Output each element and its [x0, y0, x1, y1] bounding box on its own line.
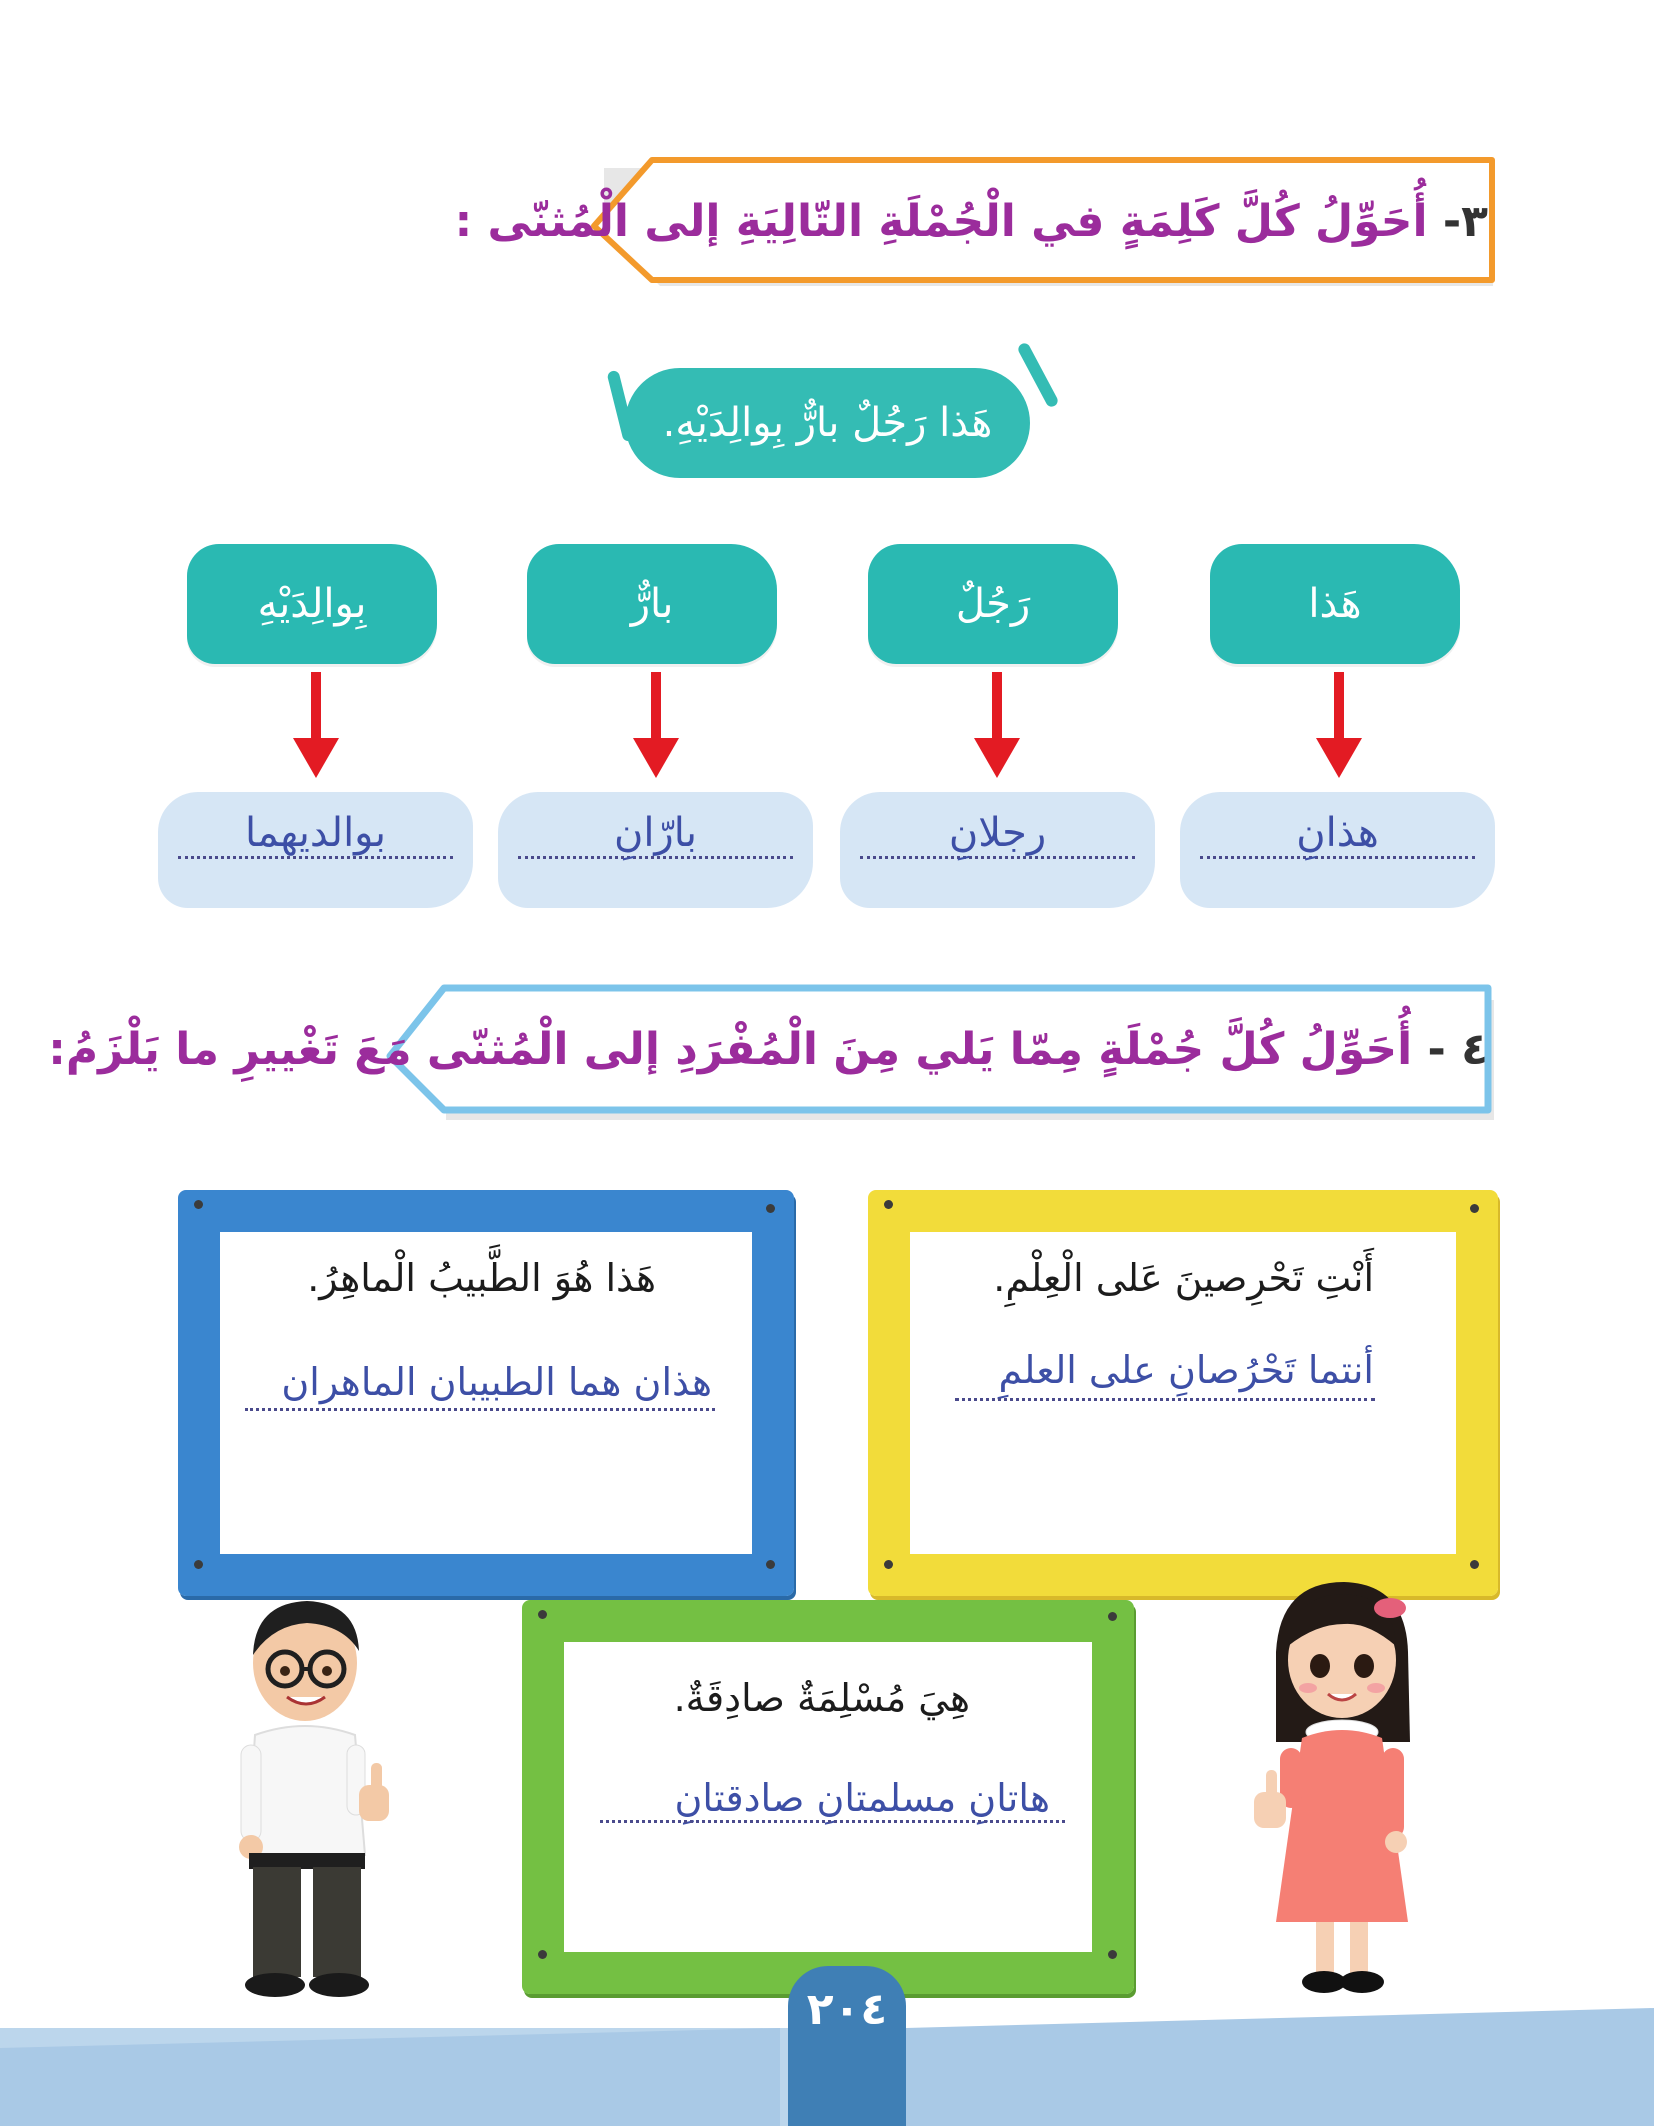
answer-box-3[interactable]	[498, 792, 813, 908]
answer-line[interactable]	[600, 1820, 1065, 1823]
answer-line	[518, 856, 793, 859]
nail-icon	[538, 1610, 547, 1619]
word-tile-3: بارٌّ	[527, 544, 777, 664]
down-arrow-icon	[1314, 672, 1364, 780]
down-arrow-icon	[291, 672, 341, 780]
word-tile-1: هَذا	[1210, 544, 1460, 664]
wooden-frame-border	[868, 1190, 1498, 1596]
answer-line	[1200, 856, 1475, 859]
answer-line[interactable]	[245, 1408, 715, 1411]
answer-text-5: أنتما تَحْرُصانِ على العلمِ	[998, 1348, 1374, 1392]
down-arrow-icon	[972, 672, 1022, 780]
question-text-2: هَذا هُوَ الطَّبيبُ الْماهِرُ.	[307, 1256, 656, 1300]
answer-text-1: هذانِ	[1296, 810, 1379, 856]
nail-icon	[1470, 1560, 1479, 1569]
exercise3-instruction: أُحَوِّلُ كُلَّ كَلِمَةٍ في الْجُمْلَةِ التّالِيَةِ إلى الْمُثنّى :	[454, 196, 1428, 247]
exercise4-instruction: أُحَوِّلُ كُلَّ جُمْلَةٍ مِمّا يَلي مِنَ الْمُفْرَدِ إلى الْمُثنّى مَعَ تَغْييرِ ما يَلْزَمُ:	[48, 1024, 1413, 1075]
word-tile-2: رَجُلٌ	[868, 544, 1118, 664]
nail-icon	[194, 1200, 203, 1209]
answer-line	[860, 856, 1135, 859]
answer-text-2: رجلانِ	[948, 810, 1047, 856]
nail-icon	[766, 1560, 775, 1569]
word-tile-4: بِوالِدَيْهِ	[187, 544, 437, 664]
question-text-3: هِيَ مُسْلِمَةٌ صادِقَةٌ.	[673, 1676, 970, 1720]
girl-character-illustration	[1240, 1572, 1440, 2012]
answer-text-7: هاتانِ مسلمتانِ صادقتانِ	[674, 1776, 1050, 1820]
nail-icon	[1470, 1204, 1479, 1213]
answer-box-4[interactable]	[158, 792, 473, 908]
answer-line	[178, 856, 453, 859]
answer-box-2[interactable]	[840, 792, 1155, 908]
nail-icon	[884, 1200, 893, 1209]
answer-text-3: بارّانِ	[613, 810, 698, 856]
down-arrow-icon	[631, 672, 681, 780]
answer-text-6: هذان هما الطبيبان الماهران	[281, 1360, 712, 1404]
exercise4-number: ٤ -	[1427, 1024, 1488, 1075]
nail-icon	[884, 1560, 893, 1569]
answer-line[interactable]	[955, 1398, 1375, 1401]
answer-box-1[interactable]	[1180, 792, 1495, 908]
nail-icon	[1108, 1612, 1117, 1621]
page-number: ٢٠٤	[788, 1966, 906, 2126]
nail-icon	[538, 1950, 547, 1959]
question-text-1: أَنْتِ تَحْرِصينَ عَلى الْعِلْمِ.	[993, 1256, 1374, 1300]
boy-character-illustration	[215, 1585, 415, 2005]
exercise3-number: ٣-	[1442, 196, 1488, 247]
nail-icon	[766, 1204, 775, 1213]
sentence-pill: هَذا رَجُلٌ بارٌّ بِوالِدَيْهِ.	[625, 368, 1030, 478]
nail-icon	[1108, 1950, 1117, 1959]
answer-text-4: بوالديهما	[245, 810, 386, 856]
nail-icon	[194, 1560, 203, 1569]
